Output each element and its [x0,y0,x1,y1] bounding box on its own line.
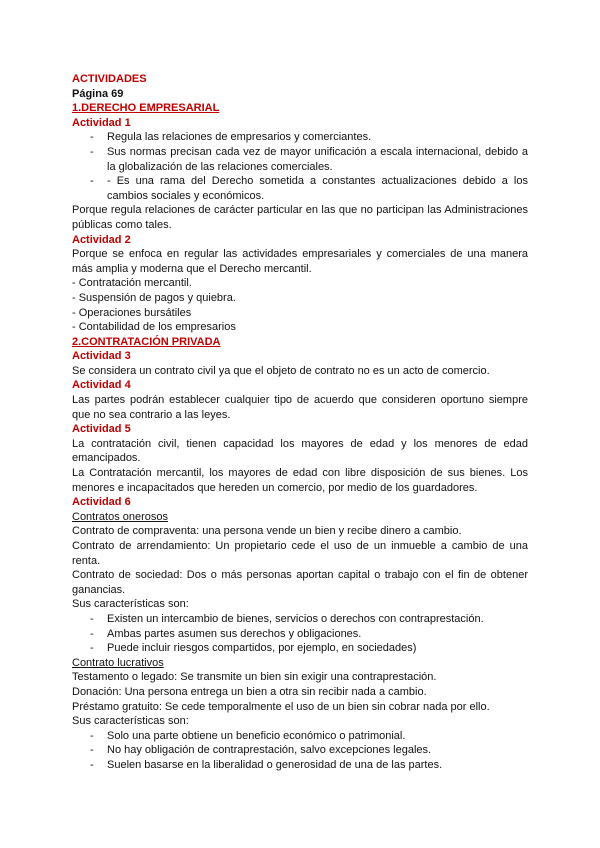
list-item: - - Es una rama del Derecho sometida a constantes actualizaciones debido a los cambios sociales y económicos. [72,174,528,203]
page-number: Página 69 [72,87,124,100]
list-item: - Ambas partes asumen sus derechos y obligaciones. [72,627,528,642]
onerosos-heading: Contratos onerosos [72,510,168,523]
list-item: - Suelen basarse en la liberalidad o generosidad de una de las partes. [72,758,528,773]
activity-5-title: Actividad 5 [72,423,131,436]
onerosos-caracteristicas-label: Sus características son: [72,598,189,611]
activity-2-line: - Suspensión de pagos y quiebra. [72,291,236,304]
lucrativos-line: Préstamo gratuito: Se cede temporalmente el uso de un bien sin cobrar nada por ello. [72,700,490,713]
activity-3-title: Actividad 3 [72,350,131,363]
activity-1-title: Actividad 1 [72,116,131,129]
lucrativos-caracteristicas-label: Sus características son: [72,715,189,728]
activity-4-title: Actividad 4 [72,379,131,392]
list-item: - Puede incluir riesgos compartidos, por ejemplo, en sociedades) [72,641,528,656]
activity-2-line: - Contabilidad de los empresarios [72,321,236,334]
list-item: - Existen un intercambio de bienes, servicios o derechos con contraprestación. [72,612,528,627]
activity-1-paragraph: Porque regula relaciones de carácter particular en las que no participan las Administraciones públicas como tales. [72,204,528,231]
activity-2-line: - Contratación mercantil. [72,277,192,290]
list-item: - Regula las relaciones de empresarios y comerciantes. [72,130,528,145]
document-content [72,72,528,773]
lucrativos-bullets [72,729,528,773]
lucrativos-heading: Contrato lucrativos [72,656,164,669]
lucrativos-line: Testamento o legado: Se transmite un bien sin exigir una contraprestación. [72,671,437,684]
list-item: - Solo una parte obtiene un beneficio económico o patrimonial. [72,729,528,744]
activity-2-title: Actividad 2 [72,233,131,246]
lucrativos-line: Donación: Una persona entrega un bien a otra sin recibir nada a cambio. [72,685,427,698]
activity-4-paragraph: Las partes podrán establecer cualquier tipo de acuerdo que consideren oportuno siempre que no sea contrario a las leyes. [72,394,528,421]
activity-5-paragraph: La Contratación mercantil, los mayores de edad con libre disposición de sus bienes. Los menores e incapacitados que hereden un comercio, por medio de los guardadores. [72,467,528,494]
activity-3-paragraph: Se considera un contrato civil ya que el objeto de contrato no es un acto de comercio. [72,364,490,377]
activity-6-title: Actividad 6 [72,496,131,509]
activity-2-line: - Operaciones bursátiles [72,306,192,319]
onerosos-line: Contrato de arrendamiento: Un propietario cede el uso de un inmueble a cambio de una renta. [72,540,528,567]
document-title: ACTIVIDADES [72,73,147,85]
onerosos-bullets [72,612,528,656]
section-heading-derecho-empresarial: 1.DERECHO EMPRESARIAL [72,102,220,115]
onerosos-line: Contrato de sociedad: Dos o más personas aportan capital o trabajo con el fin de obtener ganancias. [72,569,528,596]
list-item: - No hay obligación de contraprestación, salvo excepciones legales. [72,743,528,758]
activity-5-paragraph: La contratación civil, tienen capacidad los mayores de edad y los menores de edad emancipados. [72,437,528,465]
section-heading-contratacion-privada: 2.CONTRATACIÓN PRIVADA [72,335,221,348]
activity-1-bullets [72,130,528,203]
onerosos-line: Contrato de compraventa: una persona vende un bien y recibe dinero a cambio. [72,525,462,538]
activity-2-paragraph: Porque se enfoca en regular las actividades empresariales y comerciales de una manera más amplia y moderna que el Derecho mercantil. [72,248,528,275]
list-item: - Sus normas precisan cada vez de mayor unificación a escala internacional, debido a la globalización de las relaciones comerciales. [72,145,528,174]
